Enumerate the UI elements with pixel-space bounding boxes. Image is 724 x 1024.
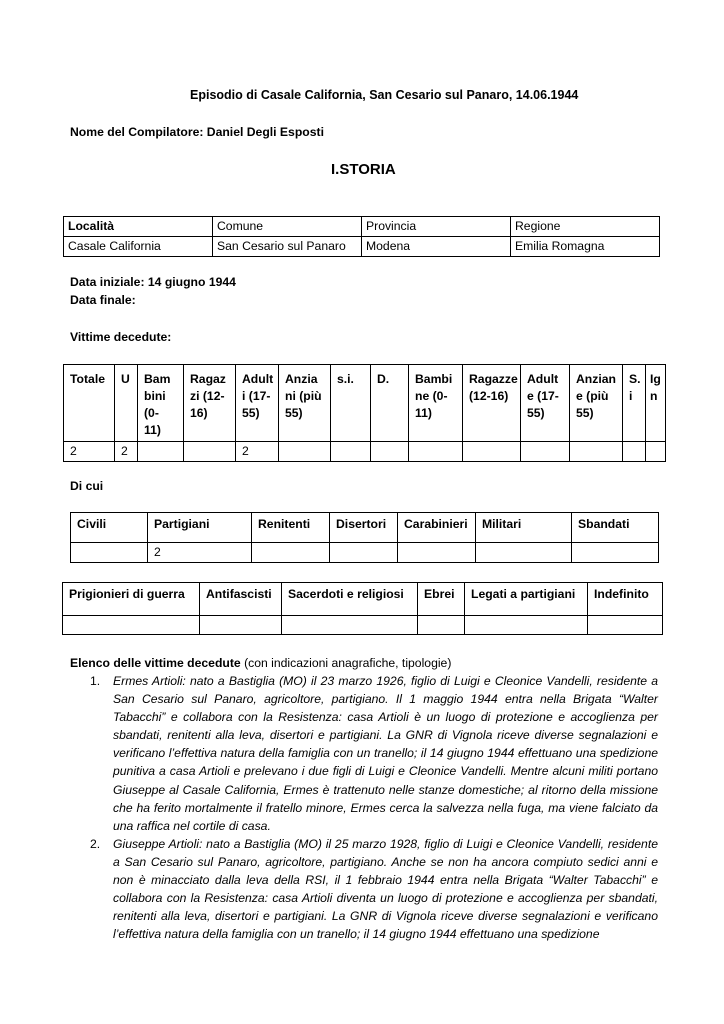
- location-value-cell: San Cesario sul Panaro: [213, 237, 362, 257]
- start-date: Data iniziale: 14 giugno 1944: [70, 275, 236, 289]
- list-item-text: Giuseppe Artioli: nato a Bastiglia (MO) il 25 marzo 1928, figlio di Luigi e Cleonice Vandelli, residente a San Cesario sul Panaro, agricoltore, partigiano. Anche se non ha ancora compiuto sedici anni e non è minacciato dalla leva della RSI, il 1 febbraio 1944 entra nella Brigata “Walter Tabacchi” e collabora con la Resistenza: casa Artioli diventa un luogo di protezione e accoglienza per sbandati, renitenti alla leva, disertori e partigiani. La GNR di Vignola riceve diverse segnalazioni e verificano l’effettiva natura della famiglia con un tranello; il 14 giugno 1944 effettuano una spedizione: [113, 836, 658, 942]
- victims-header-cell: Ragaz zi (12- 16): [184, 365, 236, 442]
- victims-value-cell: [463, 442, 521, 462]
- victims-header-cell: Anzia ni (più 55): [279, 365, 331, 442]
- category-value-cell: [330, 543, 398, 563]
- category-header-cell: Sbandati: [572, 513, 659, 543]
- category-value-cell: 2: [148, 543, 252, 563]
- victims-header-row: [64, 365, 666, 442]
- location-value-row: [64, 237, 660, 257]
- victims-value-cell: 2: [115, 442, 138, 462]
- victims-value-cell: [521, 442, 570, 462]
- victims-value-cell: [570, 442, 623, 462]
- victims-header-cell: Adult i (17- 55): [236, 365, 279, 442]
- category-value-cell: [418, 616, 465, 635]
- category-header-cell: Ebrei: [418, 583, 465, 616]
- category-header-cell: Indefinito: [588, 583, 663, 616]
- victims-header-cell: Bam bini (0- 11): [138, 365, 184, 442]
- victims-value-cell: [138, 442, 184, 462]
- victims-header-cell: U: [115, 365, 138, 442]
- category-value-cell: [63, 616, 200, 635]
- victims-value-cell: [646, 442, 666, 462]
- categories-1-header-row: [71, 513, 659, 543]
- location-value-cell: Emilia Romagna: [511, 237, 660, 257]
- victims-header-cell: S. i: [623, 365, 646, 442]
- victims-value-row: [64, 442, 666, 462]
- victims-header-cell: Anzian e (più 55): [570, 365, 623, 442]
- location-header-cell: Regione: [511, 217, 660, 237]
- list-item-number: 1.: [90, 674, 101, 688]
- category-header-cell: Sacerdoti e religiosi: [282, 583, 418, 616]
- category-value-cell: [476, 543, 572, 563]
- victims-value-cell: [371, 442, 409, 462]
- victim-list-title-rest: (con indicazioni anagrafiche, tipologie): [240, 656, 452, 670]
- category-header-cell: Civili: [71, 513, 148, 543]
- category-header-cell: Prigionieri di guerra: [63, 583, 200, 616]
- location-table: [63, 216, 660, 257]
- victims-header-cell: D.: [371, 365, 409, 442]
- victims-header-cell: Bambi ne (0- 11): [409, 365, 463, 442]
- category-header-cell: Carabinieri: [398, 513, 476, 543]
- victims-value-cell: [279, 442, 331, 462]
- location-header-cell: Comune: [213, 217, 362, 237]
- list-item-text: Ermes Artioli: nato a Bastiglia (MO) il 23 marzo 1926, figlio di Luigi e Cleonice Vandelli, residente a San Cesario sul Panaro, agricoltore, partigiano. Il 1 maggio 1944 entra nella Brigata “Walter Tabacchi” e collabora con la Resistenza: casa Artioli è un luogo di protezione e accoglienza per sbandati, renitenti alla leva, disertori e partigiani. La GNR di Vignola riceve diverse segnalazioni e verificano l’effettiva natura della famiglia con un tranello; il 14 giugno 1944 effettuano una spedizione punitiva a casa Artioli e prelevano i due figli di Luigi e Cleonice Vandelli. Mentre alcuni militi portano Giuseppe al Casale California, Ermes è trattenuto nelle stanze domestiche; al ritorno della missione che ha ferito mortalmente il fratello minore, Ermes cerca la salvezza nella fuga, ma viene falciato da una raffica nel cortile di casa.: [113, 674, 658, 833]
- victims-header-cell: Totale: [64, 365, 115, 442]
- victims-label: Vittime decedute:: [70, 330, 172, 344]
- location-header-cell: Provincia: [362, 217, 511, 237]
- victims-value-cell: 2: [64, 442, 115, 462]
- categories-2-header-row: [63, 583, 663, 616]
- victims-header-cell: Ig n: [646, 365, 666, 442]
- list-item: [70, 835, 658, 944]
- category-value-cell: [398, 543, 476, 563]
- compiler-name: Nome del Compilatore: Daniel Degli Esposti: [70, 125, 324, 139]
- categories-2-value-row: [63, 616, 663, 635]
- section-title: I.STORIA: [331, 161, 396, 178]
- victim-items: [70, 672, 658, 943]
- victims-value-cell: 2: [236, 442, 279, 462]
- list-item-number: 2.: [90, 836, 101, 851]
- category-header-cell: Disertori: [330, 513, 398, 543]
- victim-list-title-bold: Elenco delle vittime decedute: [70, 656, 241, 670]
- category-value-cell: [465, 616, 588, 635]
- victims-value-cell: [331, 442, 371, 462]
- victims-table: [63, 364, 666, 462]
- category-header-cell: Militari: [476, 513, 572, 543]
- list-item: [70, 672, 658, 835]
- victims-header-cell: Ragazze (12-16): [463, 365, 521, 442]
- category-value-cell: [588, 616, 663, 635]
- category-value-cell: [71, 543, 148, 563]
- category-value-cell: [572, 543, 659, 563]
- document-title: Episodio di Casale California, San Cesario sul Panaro, 14.06.1944: [190, 88, 579, 102]
- categories-table-1: [70, 512, 659, 563]
- categories-1-value-row: [71, 543, 659, 563]
- category-value-cell: [282, 616, 418, 635]
- location-header-cell: Località: [64, 217, 213, 237]
- category-header-cell: Partigiani: [148, 513, 252, 543]
- category-value-cell: [200, 616, 282, 635]
- victims-value-cell: [623, 442, 646, 462]
- location-header-row: [64, 217, 660, 237]
- di-cui-label: Di cui: [70, 479, 104, 493]
- victims-value-cell: [184, 442, 236, 462]
- victims-value-cell: [409, 442, 463, 462]
- category-header-cell: Renitenti: [252, 513, 330, 543]
- location-value-cell: Modena: [362, 237, 511, 257]
- end-date: Data finale:: [70, 293, 136, 307]
- victims-header-cell: Adult e (17- 55): [521, 365, 570, 442]
- category-header-cell: Antifascisti: [200, 583, 282, 616]
- victim-list-title: [70, 654, 658, 672]
- location-value-cell: Casale California: [64, 237, 213, 257]
- category-header-cell: Legati a partigiani: [465, 583, 588, 616]
- category-value-cell: [252, 543, 330, 563]
- victim-list: [70, 654, 658, 943]
- categories-table-2: [62, 582, 663, 635]
- victims-header-cell: s.i.: [331, 365, 371, 442]
